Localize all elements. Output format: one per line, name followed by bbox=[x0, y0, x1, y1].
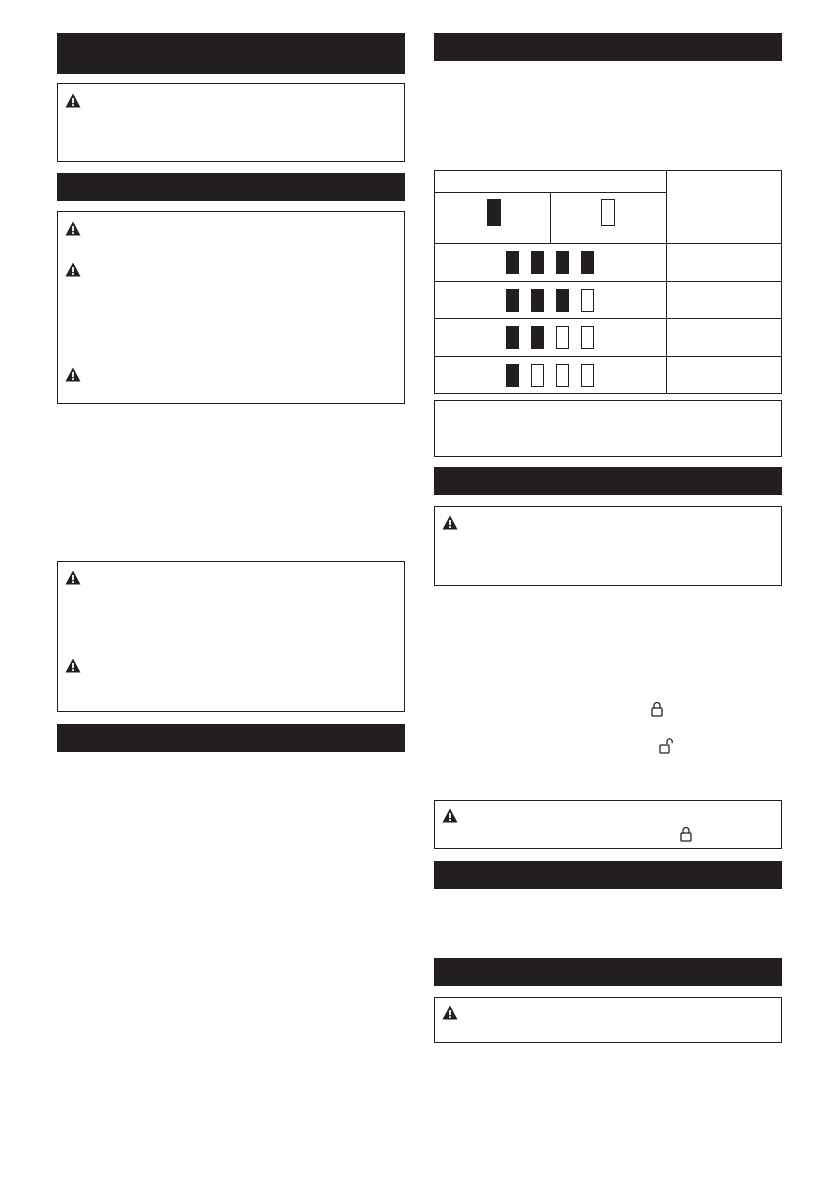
warning-icon bbox=[442, 515, 458, 530]
warning-icon bbox=[65, 93, 81, 108]
battery-row-lamps bbox=[434, 318, 667, 357]
battery-indicator-table bbox=[434, 170, 782, 393]
battery-row-lamps bbox=[434, 356, 667, 395]
left-section-header-2 bbox=[57, 173, 405, 201]
lit-lamp bbox=[531, 326, 544, 349]
right-warning-box-2 bbox=[434, 800, 782, 849]
right-warning-box-3 bbox=[434, 997, 782, 1043]
battery-row-capacity bbox=[666, 318, 782, 357]
warning-icon bbox=[65, 570, 81, 585]
right-section-header-3 bbox=[434, 861, 782, 889]
battery-row-capacity bbox=[666, 281, 782, 320]
right-section-header-1 bbox=[434, 33, 782, 61]
table-header-capacity bbox=[666, 170, 782, 244]
padlock-closed-icon bbox=[680, 826, 692, 842]
off-lamp bbox=[556, 364, 569, 387]
off-lamp bbox=[581, 289, 594, 312]
right-section-header-2 bbox=[434, 467, 782, 495]
legend-lit-lamp bbox=[487, 199, 501, 226]
lit-lamp bbox=[506, 289, 519, 312]
warning-icon bbox=[442, 808, 458, 823]
lit-lamp bbox=[531, 251, 544, 274]
left-section-header-3 bbox=[57, 724, 405, 752]
left-warning-box-1 bbox=[57, 83, 405, 162]
battery-row-lamps bbox=[434, 243, 667, 282]
battery-row-lamps bbox=[434, 281, 667, 320]
off-lamp bbox=[531, 364, 544, 387]
off-lamp bbox=[581, 326, 594, 349]
lit-lamp bbox=[556, 251, 569, 274]
warning-icon bbox=[65, 658, 81, 673]
lit-lamp bbox=[556, 289, 569, 312]
right-warning-box-1 bbox=[434, 506, 782, 586]
lit-lamp bbox=[531, 289, 544, 312]
off-lamp bbox=[581, 364, 594, 387]
right-note-box bbox=[434, 400, 782, 457]
warning-icon bbox=[442, 1005, 458, 1020]
legend-off-lamp bbox=[601, 199, 615, 226]
warning-icon bbox=[65, 367, 81, 382]
lit-lamp bbox=[506, 364, 519, 387]
lit-lamp bbox=[506, 251, 519, 274]
left-warning-box-3 bbox=[57, 561, 405, 712]
warning-icon bbox=[65, 221, 81, 236]
lit-lamp bbox=[581, 251, 594, 274]
left-warning-box-2 bbox=[57, 211, 405, 404]
table-subheader-lit bbox=[434, 192, 551, 244]
battery-row-capacity bbox=[666, 243, 782, 282]
left-section-header-1 bbox=[57, 33, 405, 74]
warning-icon bbox=[65, 262, 81, 277]
padlock-closed-icon bbox=[651, 701, 663, 717]
off-lamp bbox=[556, 326, 569, 349]
table-subheader-off bbox=[550, 192, 667, 244]
padlock-open-icon bbox=[659, 738, 673, 754]
right-section-header-4 bbox=[434, 958, 782, 986]
battery-row-capacity bbox=[666, 356, 782, 395]
lit-lamp bbox=[506, 326, 519, 349]
